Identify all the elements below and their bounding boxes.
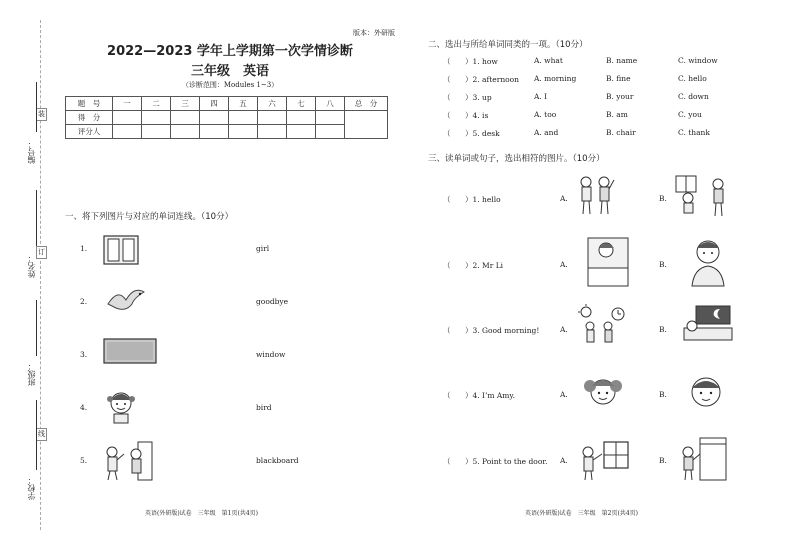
- score-col: 一: [113, 97, 142, 111]
- s3-question: ）5. Point to the door.: [465, 457, 548, 466]
- s2-option-a[interactable]: A. what: [534, 56, 563, 65]
- blackboard-picture: [103, 338, 157, 364]
- s3-option-b[interactable]: B.: [659, 260, 667, 269]
- grader-cell[interactable]: [113, 125, 142, 139]
- score-cell[interactable]: [258, 111, 287, 125]
- answer-paren[interactable]: （: [443, 75, 451, 84]
- score-col: 七: [287, 97, 316, 111]
- score-cell[interactable]: [200, 111, 229, 125]
- binding-mark: 线: [36, 428, 47, 441]
- s2-option-b[interactable]: B. name: [606, 56, 638, 65]
- s2-question: ）3. up: [465, 93, 492, 102]
- number-label: 编号：: [27, 140, 36, 164]
- amy-picture: [580, 372, 626, 412]
- score-cell[interactable]: [287, 111, 316, 125]
- score-table: [65, 96, 388, 139]
- answer-paren[interactable]: （: [443, 195, 451, 204]
- greeting-picture: [574, 174, 616, 218]
- s1-word: bird: [256, 403, 272, 412]
- s3-option-a[interactable]: A.: [560, 194, 568, 203]
- point-door-picture: [678, 436, 728, 482]
- class-blank[interactable]: [36, 300, 37, 356]
- s2-option-c[interactable]: C. you: [678, 110, 702, 119]
- answer-paren[interactable]: （: [443, 457, 451, 466]
- goodbye-door-picture: [674, 174, 734, 218]
- score-col: 四: [200, 97, 229, 111]
- s3-option-a[interactable]: A.: [560, 325, 568, 334]
- score-total-cell[interactable]: [345, 111, 388, 139]
- score-cell[interactable]: [113, 111, 142, 125]
- s2-question: ）2. afternoon: [465, 75, 520, 84]
- s2-option-a[interactable]: A. too: [534, 110, 557, 119]
- answer-paren[interactable]: （: [443, 111, 451, 120]
- name-label: 姓名：: [27, 254, 36, 278]
- school-label: 学校：: [27, 476, 36, 500]
- number-blank[interactable]: [36, 82, 37, 132]
- class-label: 班级：: [27, 362, 36, 386]
- s2-option-c[interactable]: C. window: [678, 56, 718, 65]
- name-blank[interactable]: [36, 190, 37, 246]
- s1-number: 5.: [80, 456, 88, 465]
- s3-option-b[interactable]: B.: [659, 194, 667, 203]
- footer-right: 英语(外研版)试卷 三年级 第2页(共4页): [525, 510, 638, 517]
- s2-option-b[interactable]: B. chair: [606, 128, 636, 137]
- s1-number: 3.: [80, 350, 88, 359]
- s1-number: 4.: [80, 403, 88, 412]
- s2-option-a[interactable]: A. and: [534, 128, 559, 137]
- s1-word: girl: [256, 244, 270, 253]
- s2-question: ）4. is: [465, 111, 489, 120]
- binding-line: [40, 20, 41, 530]
- mr-li-picture: [686, 236, 730, 288]
- s1-number: 1.: [80, 244, 88, 253]
- s2-option-b[interactable]: B. am: [606, 110, 628, 119]
- grader-cell[interactable]: [229, 125, 258, 139]
- score-cell[interactable]: [142, 111, 171, 125]
- girl-picture: [104, 388, 138, 424]
- exam-scope: （诊断范围：Modules 1~3）: [181, 81, 279, 89]
- score-col: 三: [171, 97, 200, 111]
- grader-cell[interactable]: [142, 125, 171, 139]
- s3-option-a[interactable]: A.: [560, 390, 568, 399]
- point-window-picture: [576, 440, 632, 482]
- section1-heading: 一、将下列图片与对应的单词连线。（10分）: [65, 212, 234, 222]
- exam-subtitle: 三年级 英语: [190, 64, 269, 79]
- goodbye-picture: [98, 440, 156, 482]
- score-col: 二: [142, 97, 171, 111]
- binding-mark: 装: [36, 108, 47, 121]
- score-row-header: 题 号: [66, 97, 113, 111]
- s3-question: ）4. I’m Amy.: [465, 391, 516, 400]
- s1-number: 2.: [80, 297, 88, 306]
- s2-question: ）1. how: [465, 57, 498, 66]
- teacher-woman-picture: [586, 236, 630, 288]
- grader-cell[interactable]: [287, 125, 316, 139]
- night-picture: [682, 304, 734, 344]
- answer-paren[interactable]: （: [443, 93, 451, 102]
- s2-option-a[interactable]: A. I: [534, 92, 548, 101]
- answer-paren[interactable]: （: [443, 261, 451, 270]
- s2-option-b[interactable]: B. your: [606, 92, 634, 101]
- answer-paren[interactable]: （: [443, 57, 451, 66]
- s2-option-a[interactable]: A. morning: [534, 74, 577, 83]
- s3-option-b[interactable]: B.: [659, 390, 667, 399]
- s1-word: window: [256, 350, 286, 359]
- grader-cell[interactable]: [200, 125, 229, 139]
- section2-heading: 二、选出与所给单词同类的一项。（10分）: [428, 40, 588, 50]
- window-picture: [103, 235, 139, 265]
- answer-paren[interactable]: （: [443, 129, 451, 138]
- boy-picture: [684, 370, 728, 414]
- score-cell[interactable]: [171, 111, 200, 125]
- answer-paren[interactable]: （: [443, 326, 451, 335]
- score-row-header: 得 分: [66, 111, 113, 125]
- grader-cell[interactable]: [171, 125, 200, 139]
- s1-word: blackboard: [256, 456, 299, 465]
- section3-heading: 三、读单词或句子，选出相符的图片。（10分）: [428, 154, 605, 164]
- s2-option-b[interactable]: B. fine: [606, 74, 631, 83]
- score-col: 五: [229, 97, 258, 111]
- score-cell[interactable]: [316, 111, 345, 125]
- bird-picture: [104, 286, 148, 314]
- edition-label: 版本：外研版: [353, 29, 395, 37]
- score-cell[interactable]: [229, 111, 258, 125]
- score-row-header: 评分人: [66, 125, 113, 139]
- s3-option-b[interactable]: B.: [659, 456, 667, 465]
- binding-mark: 订: [36, 246, 47, 259]
- school-blank[interactable]: [36, 400, 37, 470]
- grader-cell[interactable]: [258, 125, 287, 139]
- morning-picture: [576, 304, 630, 346]
- score-total-header: 总 分: [345, 97, 388, 111]
- s2-option-c[interactable]: C. down: [678, 92, 709, 101]
- s3-option-a[interactable]: A.: [560, 260, 568, 269]
- grader-cell[interactable]: [316, 125, 345, 139]
- s3-question: ）3. Good morning!: [465, 326, 540, 335]
- s2-option-c[interactable]: C. hello: [678, 74, 707, 83]
- s1-word: goodbye: [256, 297, 289, 306]
- s3-question: ）1. hello: [465, 195, 501, 204]
- s2-question: ）5. desk: [465, 129, 500, 138]
- exam-title: 2022—2023 学年上学期第一次学情诊断: [107, 44, 353, 59]
- answer-paren[interactable]: （: [443, 391, 451, 400]
- s3-question: ）2. Mr Li: [465, 261, 504, 270]
- footer-left: 英语(外研版)试卷 三年级 第1页(共4页): [145, 510, 258, 517]
- score-col: 八: [316, 97, 345, 111]
- s3-option-b[interactable]: B.: [659, 325, 667, 334]
- s3-option-a[interactable]: A.: [560, 456, 568, 465]
- s2-option-c[interactable]: C. thank: [678, 128, 710, 137]
- score-col: 六: [258, 97, 287, 111]
